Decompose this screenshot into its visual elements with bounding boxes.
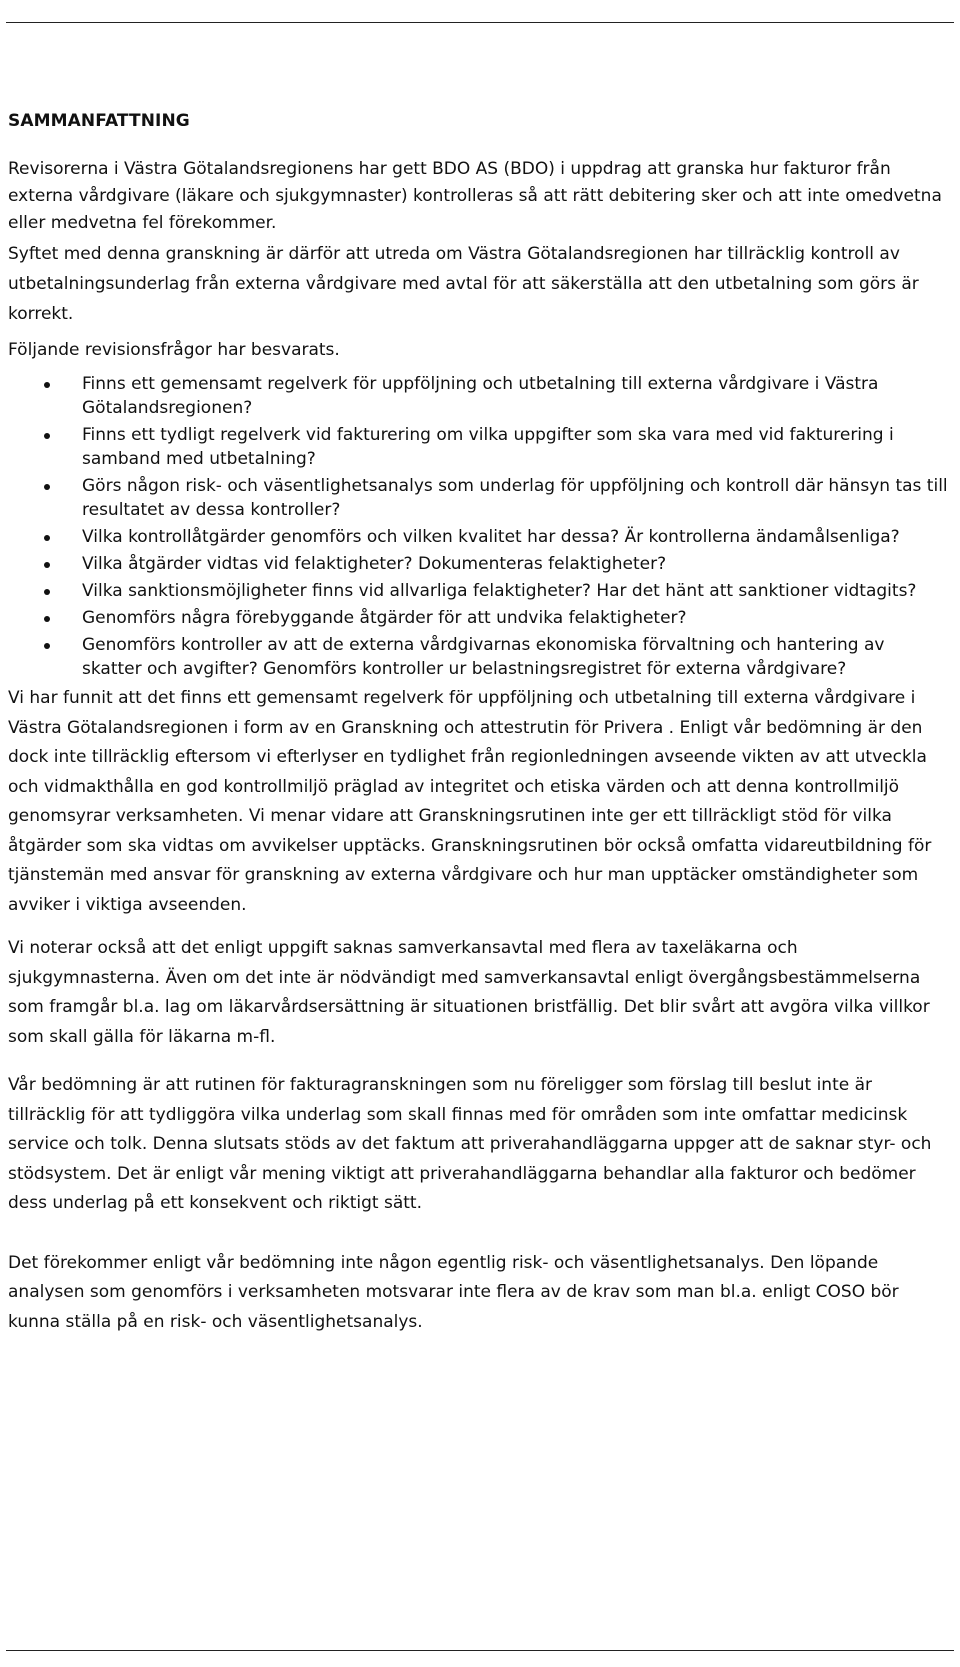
bullet-icon <box>44 484 50 490</box>
finding-paragraph-4: Det förekommer enligt vår bedömning inte någon egentlig risk- och väsentlighetsanalys. Den löpande analysen som genomförs i verksamheten motsvarar inte flera av de krav som man bl.a. enligt COSO bör kunna ställa på en risk- och väsentlighetsanalys. <box>8 1252 899 1332</box>
question-text: Genomförs några förebyggande åtgärder för att undvika felaktigheter? <box>82 608 687 628</box>
question-list <box>8 372 948 681</box>
question-text: Finns ett gemensamt regelverk för uppföljning och utbetalning till externa vårdgivare i Västra Götalandsregionen? <box>82 374 879 418</box>
question-text: Finns ett tydligt regelverk vid fakturering om vilka uppgifter som ska vara med vid fakturering i samband med utbetalning? <box>82 425 894 469</box>
question-text: Vilka sanktionsmöjligheter finns vid allvarliga felaktigheter? Har det hänt att sanktioner vidtagits? <box>82 581 917 601</box>
bullet-icon <box>44 382 50 388</box>
bullet-icon <box>44 535 50 541</box>
finding-paragraph-1: Vi har funnit att det finns ett gemensamt regelverk för uppföljning och utbetalning till externa vårdgivare i Västra Götalandsregionen i form av en Granskning och attestrutin för Privera . Enligt vår bedömning är den dock inte tillräcklig eftersom vi efterlyser en tydlighet från regionledningen avseende vikten av att utveckla och vidmakthålla en god kontrollmiljö präglad av integritet och etiska värden och att denna kontrollmiljö genomsyrar verksamheten. Vi menar vidare att Granskningsrutinen inte ger ett tillräckligt stöd för vilka åtgärder som ska vidtas om avvikelser upptäcks. Granskningsrutinen bör också omfatta vidareutbildning för tjänstemän med ansvar för granskning av externa vårdgivare och hur man upptäcker omständigheter som avviker i viktiga avseenden. <box>8 688 932 915</box>
bullet-icon <box>44 433 50 439</box>
question-text: Genomförs kontroller av att de externa vårdgivarnas ekonomiska förvaltning och hantering av skatter och avgifter? Genomförs kontroller ur belastningsregistret för externa vårdgivare? <box>82 635 885 679</box>
list-item <box>8 474 948 522</box>
list-item <box>8 633 948 681</box>
bullet-icon <box>44 562 50 568</box>
questions-intro: Följande revisionsfrågor har besvarats. <box>8 340 340 360</box>
list-item <box>8 372 948 420</box>
question-text: Vilka åtgärder vidtas vid felaktigheter? Dokumenteras felaktigheter? <box>82 554 667 574</box>
question-text: Vilka kontrollåtgärder genomförs och vilken kvalitet har dessa? Är kontrollerna ändamålsenliga? <box>82 527 900 547</box>
list-item <box>8 525 948 549</box>
bullet-icon <box>44 616 50 622</box>
finding-paragraph-3: Vår bedömning är att rutinen för fakturagranskningen som nu föreligger som förslag till beslut inte är tillräcklig för att tydliggöra vilka underlag som skall finnas med för områden som inte omfattar medicinsk service och tolk. Denna slutsats stöds av det faktum att priverahandläggarna uppger att de saknar styr- och stödsystem. Det är enligt vår mening viktigt att priverahandläggarna behandlar alla fakturor och bedömer dess underlag på ett konsekvent och riktigt sätt. <box>8 1075 932 1213</box>
bullet-icon <box>44 589 50 595</box>
list-item <box>8 423 948 471</box>
question-text: Görs någon risk- och väsentlighetsanalys som underlag för uppföljning och kontroll där hänsyn tas till resultatet av dessa kontroller? <box>82 476 948 520</box>
header-rule <box>6 22 954 23</box>
intro-paragraph-1: Revisorerna i Västra Götalandsregionens har gett BDO AS (BDO) i uppdrag att granska hur fakturor från externa vårdgivare (läkare och sjukgymnaster) kontrolleras så att rätt debitering sker och att inte omedvetna eller medvetna fel förekommer. <box>8 159 942 233</box>
list-item <box>8 579 948 603</box>
intro-paragraph-2: Syftet med denna granskning är därför att utreda om Västra Götalandsregionen har tillräcklig kontroll av utbetalningsunderlag från externa vårdgivare med avtal för att säkerställa att den utbetalning som görs är korrekt. <box>8 244 919 324</box>
list-item <box>8 552 948 576</box>
footer-rule <box>6 1650 954 1651</box>
document-body <box>8 110 948 1337</box>
bullet-icon <box>44 643 50 649</box>
page-title: SAMMANFATTNING <box>8 111 190 131</box>
finding-paragraph-2: Vi noterar också att det enligt uppgift saknas samverkansavtal med flera av taxeläkarna och sjukgymnasterna. Även om det inte är nödvändigt med samverkansavtal enligt övergångsbestämmelserna som framgår bl.a. lag om läkarvårdsersättning är situationen bristfällig. Det blir svårt att avgöra vilka villkor som skall gälla för läkarna m-fl. <box>8 938 930 1047</box>
list-item <box>8 606 948 630</box>
